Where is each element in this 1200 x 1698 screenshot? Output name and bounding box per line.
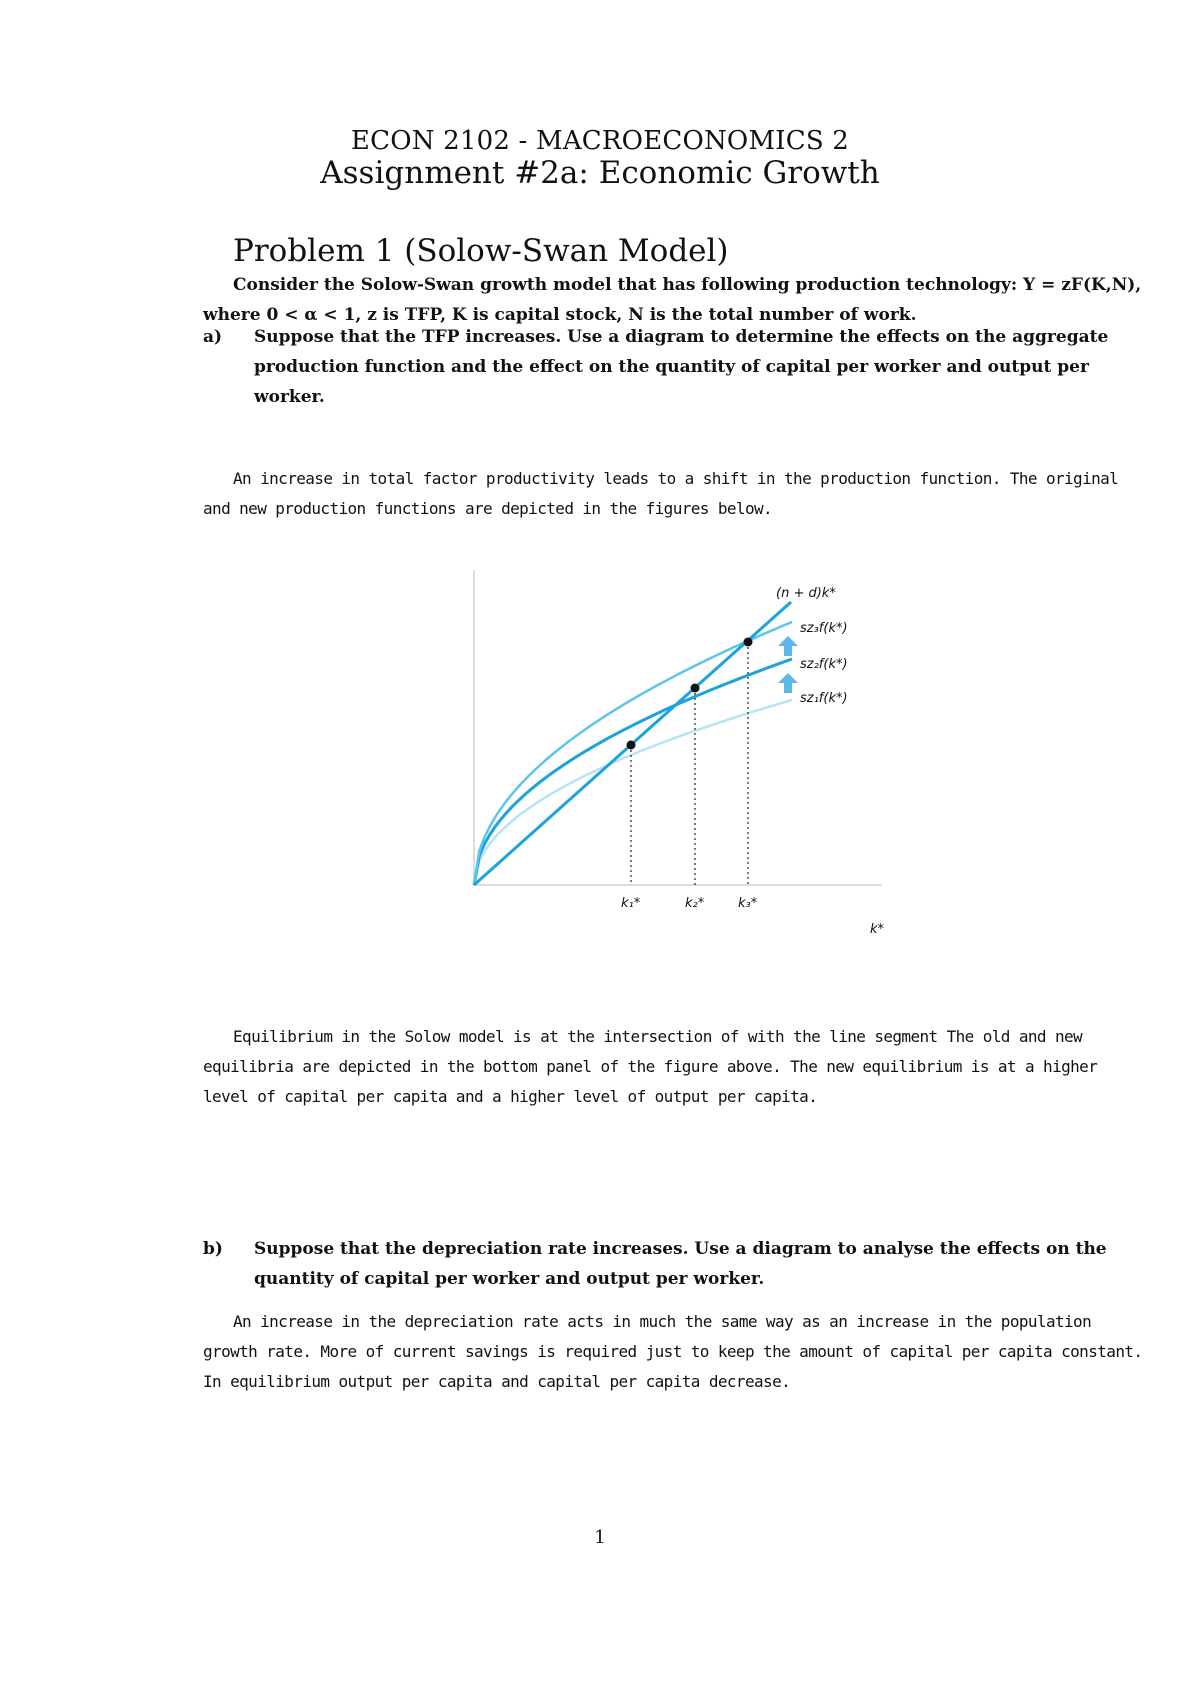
part-b-question: Suppose that the depreciation rate increases. Use a diagram to analyse the effects on the quantity of capital per worker and output per worker. [254,1239,1107,1289]
label-k2: k₂* [685,896,705,911]
solow-diagram [440,560,910,940]
label-curve-2: sz₂f(k*) [800,657,848,672]
label-x-axis: k* [870,922,885,937]
course-title: ECON 2102 - MACROECONOMICS 2 [350,126,850,156]
equilibrium-point-3 [744,638,753,647]
page-number: 1 [594,1527,606,1548]
equilibrium-point-2 [691,684,700,693]
part-a-label: a) [203,327,223,347]
label-curve-3: sz₃f(k*) [800,621,848,636]
problem-intro: Consider the Solow-Swan growth model that has following production technology: Y = zF(K,N), where 0 < α < 1, z is TFP, K is capital stock, N is the total number of work. [203,275,1142,325]
part-a-answer-intro: An increase in total factor productivity leads to a shift in the production function. The original and new production functions are depicted in the figures below. [203,469,1119,518]
equilibrium-point-1 [627,741,636,750]
label-k1: k₁* [621,896,641,911]
label-curve-1: sz₁f(k*) [800,691,848,706]
shift-arrow-lower [778,673,798,693]
part-b-label: b) [203,1239,223,1259]
part-b-answer: An increase in the depreciation rate acts in much the same way as an increase in the population growth rate. More of current savings is required just to keep the amount of capital per capita constant. In equilibrium output per capita and capital per capita decrease. [203,1312,1143,1391]
label-depreciation-line: (n + d)k* [776,586,836,601]
part-a-question: Suppose that the TFP increases. Use a diagram to determine the effects on the aggregate production function and the effect on the quantity of capital per worker and output per worker. [254,327,1109,407]
assignment-title: Assignment #2a: Economic Growth [320,155,880,191]
part-a-answer-equilibrium: Equilibrium in the Solow model is at the intersection of with the line segment The old and new equilibria are depicted in the bottom panel of the figure above. The new equilibrium is at a higher level of capital per capita and a higher level of output per capita. [203,1027,1098,1106]
shift-arrow-upper [778,636,798,656]
label-k3: k₃* [738,896,758,911]
curve-sz2 [474,659,792,885]
curve-sz1 [474,700,792,885]
problem-heading: Problem 1 (Solow-Swan Model) [233,233,729,269]
